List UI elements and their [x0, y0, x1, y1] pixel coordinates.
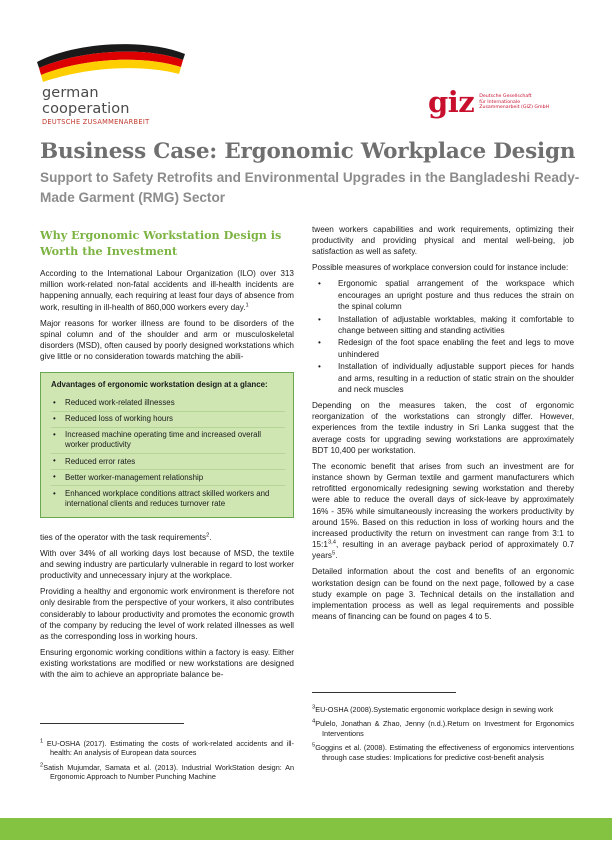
- footnote-ref[interactable]: 3,4: [327, 539, 336, 546]
- footnote-ref[interactable]: 2: [206, 531, 210, 538]
- paragraph: With over 34% of all working days lost because of MSD, the textile and sewing industry are particularly vulnerable in regard to lost worker productivity and unnecessary injury at the workplace.: [40, 548, 294, 581]
- right-column: [312, 224, 574, 627]
- logo-text-german: german: [42, 85, 99, 101]
- advantage-item: • Increased machine operating time and increased overall worker productivity: [51, 427, 285, 453]
- footnote-divider: [40, 723, 184, 724]
- giz-name-line2: für Internationale: [479, 99, 521, 105]
- german-cooperation-wordmark: [42, 86, 149, 126]
- advantages-box-title: Advantages of ergonomic workstation design at a glance:: [51, 380, 268, 390]
- paragraph: Depending on the measures taken, the cost of ergonomic reorganization of the workstations can strongly differ. However, experiences from the textile industry in Sri Lanka suggest that the average costs for upgrading sewing workstations are approximately BDT 10,400 per workstation.: [312, 400, 574, 455]
- paragraph: Major reasons for worker illness are found to be disorders of the spinal column and of the shoulder and arm or musculoskeletal disorders (MSD), often caused by poorly designed workstations which give little or no consideration towards matching the abili-: [40, 318, 294, 362]
- giz-logo: [428, 85, 550, 119]
- flag-swoosh-icon: [35, 40, 195, 86]
- footnote: $^1$ EU-OSHA (2017). Estimating the costs of work-related accidents and ill-health: An analysis of European data sources: [40, 738, 294, 758]
- giz-name-line3: Zusammenarbeit (GIZ) GmbH: [479, 105, 550, 111]
- measure-item: • Redesign of the foot space enabling the feet and legs to move unhindered: [312, 337, 574, 359]
- paragraph: The economic benefit that arises from such an investment are for instance shown by German textile and garment manufacturers which retrofitted ergonomically redesigning sewing workstation and thereby were able to reduce the overall days of sick-leave by approximately 16% - 35% while simultaneously increasing the workers productivity by around 15%. Based on this reduction in loss of working hours and the increased productivity the return on investment can range from 3:1 to 15:1$^{3,4}$, resulting in an average payback period of approximately 0.7 years$^5$.: [312, 461, 574, 561]
- footnotes-right: [312, 705, 574, 767]
- paragraph: Providing a healthy and ergonomic work environment is therefore not only desirable from the perspective of your workers, it also contributes considerably to labour productivity and promotes the economic growth of the company by reducing the level of work related illnesses as well as the corresponding loss in working hours.: [40, 587, 294, 641]
- footnote: $^3$EU-OSHA (2008).Systematic ergonomic workplace design in sewing work: [312, 704, 554, 714]
- paragraph: According to the International Labour Organization (ILO) over 313 million work-related non-fatal accidents and ill-health incidents are happening annually, each requiring at least four days of absence from work, resulting in ill-health of 860,000 workers every day.$^1$: [40, 269, 294, 312]
- footnotes-left: [40, 739, 294, 787]
- page-title: Business Case: Ergonomic Workplace Design: [40, 139, 576, 164]
- advantage-item: • Enhanced workplace conditions attract skilled workers and international clients and reduces turnover rate: [51, 485, 285, 511]
- measure-item: • Installation of individually adjustable support pieces for hands and arms, resulting in a reduction of static strain on the shoulder and neck muscles: [312, 361, 574, 395]
- advantage-item: • Reduced loss of working hours: [51, 411, 285, 427]
- paragraph: ties of the operator with the task requirements$^2$.: [40, 531, 212, 542]
- measure-item: • Installation of adjustable worktables, making it comfortable to change between sitting and standing activities: [312, 314, 574, 336]
- giz-name: [479, 94, 549, 111]
- paragraph: Detailed information about the cost and benefits of an ergonomic workstation design can be found on the next page, followed by a case study example on page 3. Technical details on the installation and implementation process as well as legal requirements and possible means of financing can be found on pages 4 to 5.: [312, 567, 574, 622]
- measure-item: • Ergonomic spatial arrangement of the workspace which encourages an upright posture and thus reduces the strain on the spinal column: [312, 278, 574, 312]
- logo-text-cooperation: cooperation: [42, 100, 130, 117]
- advantage-item: • Better worker-management relationship: [51, 469, 285, 485]
- section-heading: Why Ergonomic Workstation Design is Worth the Investment: [40, 228, 282, 258]
- german-cooperation-logo: [35, 40, 195, 86]
- paragraph: Ensuring ergonomic working conditions within a factory is easy. Either existing workstations are modified or new workstations are designed with the aim to achieve an appropriate balance be-: [40, 647, 294, 680]
- page-subtitle: Support to Safety Retrofits and Environmental Upgrades in the Bangladeshi Ready-Made Garment (RMG) Sector: [40, 170, 580, 205]
- advantages-list: [51, 396, 285, 512]
- footnote: $^5$Goggins et al. (2008). Estimating the effectiveness of ergonomics interventions through case studies: Implications for predictive cost-benefit analysis: [312, 742, 574, 762]
- giz-name-line1: Deutsche Gesellschaft: [479, 94, 532, 99]
- footnote-divider: [312, 692, 456, 693]
- advantages-box: [40, 372, 294, 517]
- footnote-ref[interactable]: 5: [332, 550, 336, 557]
- footnote: $^4$Pulelo, Jonathan & Zhao, Jenny (n.d.).Return on Investment for Ergonomics Interventions: [312, 718, 574, 738]
- giz-mark: giz: [428, 85, 475, 119]
- advantage-item: • Reduced work-related illnesses: [51, 396, 285, 411]
- footnote: $^2$Satish Mujumdar, Samata et al. (2013). Industrial WorkStation design: An Ergonomic Approach to Number Punching Machine: [40, 762, 294, 782]
- paragraph: tween workers capabilities and work requirements, optimizing their productivity and providing physical and mental well-being, job satisfaction as well as safety.: [312, 225, 574, 257]
- paragraph: Possible measures of workplace conversion could for instance include:: [312, 263, 569, 273]
- footnote-ref[interactable]: 1: [245, 301, 249, 308]
- logo-text-deutsche-zusammenarbeit: DEUTSCHE ZUSAMMENARBEIT: [42, 118, 150, 126]
- measures-list: [312, 278, 574, 395]
- left-column: [40, 228, 294, 685]
- advantage-item: • Reduced error rates: [51, 453, 285, 469]
- footer-accent-bar: [0, 818, 612, 840]
